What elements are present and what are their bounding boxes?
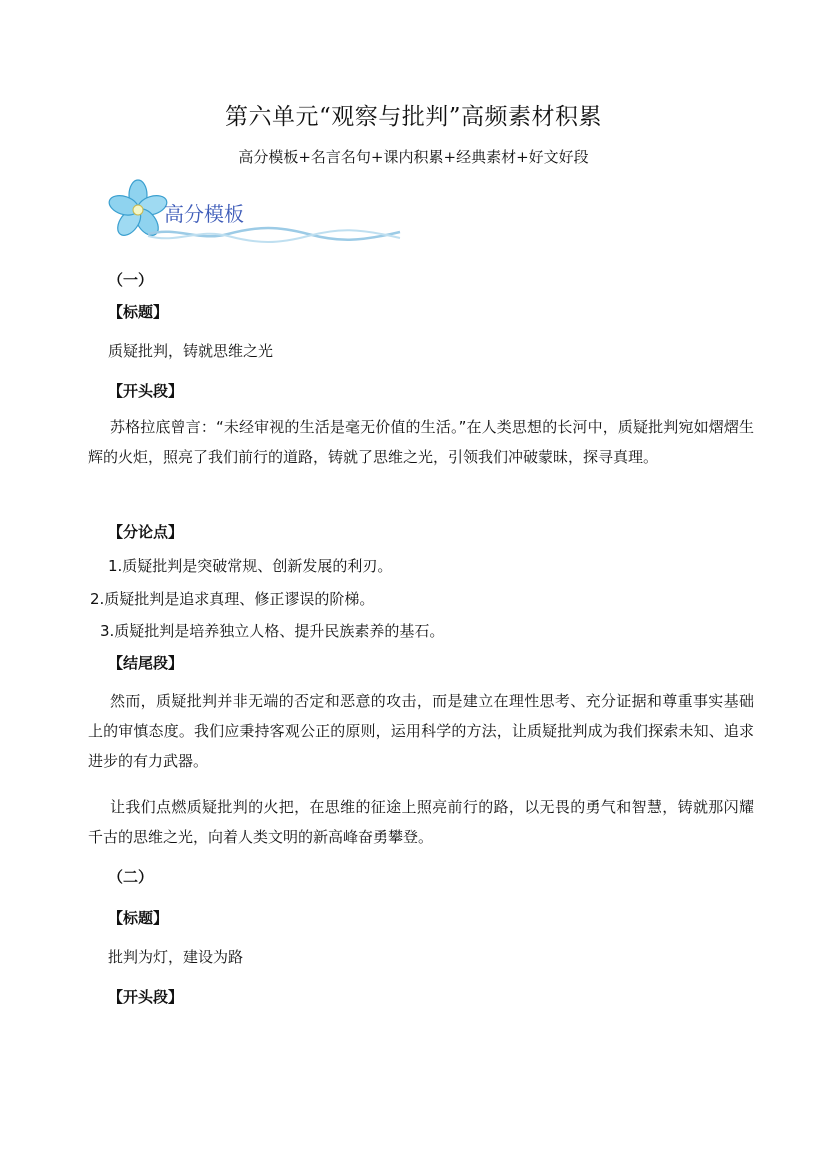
point-item: 3.质疑批判是培养独立人格、提升民族素养的基石。: [100, 622, 445, 640]
page-title: 第六单元“观察与批判”高频素材积累: [224, 104, 603, 130]
ending-paragraph: 让我们点燃质疑批判的火把，在思维的征途上照亮前行的路，以无畏的勇气和智慧，铸就那闪耀千古的思维之光，向着人类文明的新高峰奋勇攀登。: [88, 798, 754, 846]
flower-icon: [108, 178, 408, 244]
section-number: （二）: [108, 868, 154, 886]
title-text: 质疑批判，铸就思维之光: [108, 342, 274, 360]
heading-title: 【标题】: [108, 909, 169, 927]
section-number: （一）: [108, 271, 154, 289]
banner-label: 高分模板: [164, 202, 244, 226]
heading-points: 【分论点】: [108, 523, 184, 541]
title-text: 批判为灯，建设为路: [108, 948, 244, 966]
heading-opening: 【开头段】: [108, 988, 184, 1006]
ending-paragraph: 然而，质疑批判并非无端的否定和恶意的攻击，而是建立在理性思考、充分证据和尊重事实基础上的审慎态度。我们应秉持客观公正的原则，运用科学的方法，让质疑批判成为我们探索未知、追求进步的有力武器。: [88, 692, 754, 770]
section-banner: [108, 178, 408, 244]
point-item: 1.质疑批判是突破常规、创新发展的利刃。: [108, 557, 393, 575]
heading-opening: 【开头段】: [108, 382, 184, 400]
page-subtitle: 高分模板+名言名句+课内积累+经典素材+好文好段: [238, 148, 589, 166]
heading-ending: 【结尾段】: [108, 654, 184, 672]
point-item: 2.质疑批判是追求真理、修正谬误的阶梯。: [90, 590, 375, 608]
opening-paragraph: 苏格拉底曾言：“未经审视的生活是毫无价值的生活。”在人类思想的长河中，质疑批判宛如熠熠生辉的火炬，照亮了我们前行的道路，铸就了思维之光，引领我们冲破蒙昧，探寻真理。: [88, 418, 754, 466]
heading-title: 【标题】: [108, 303, 169, 321]
